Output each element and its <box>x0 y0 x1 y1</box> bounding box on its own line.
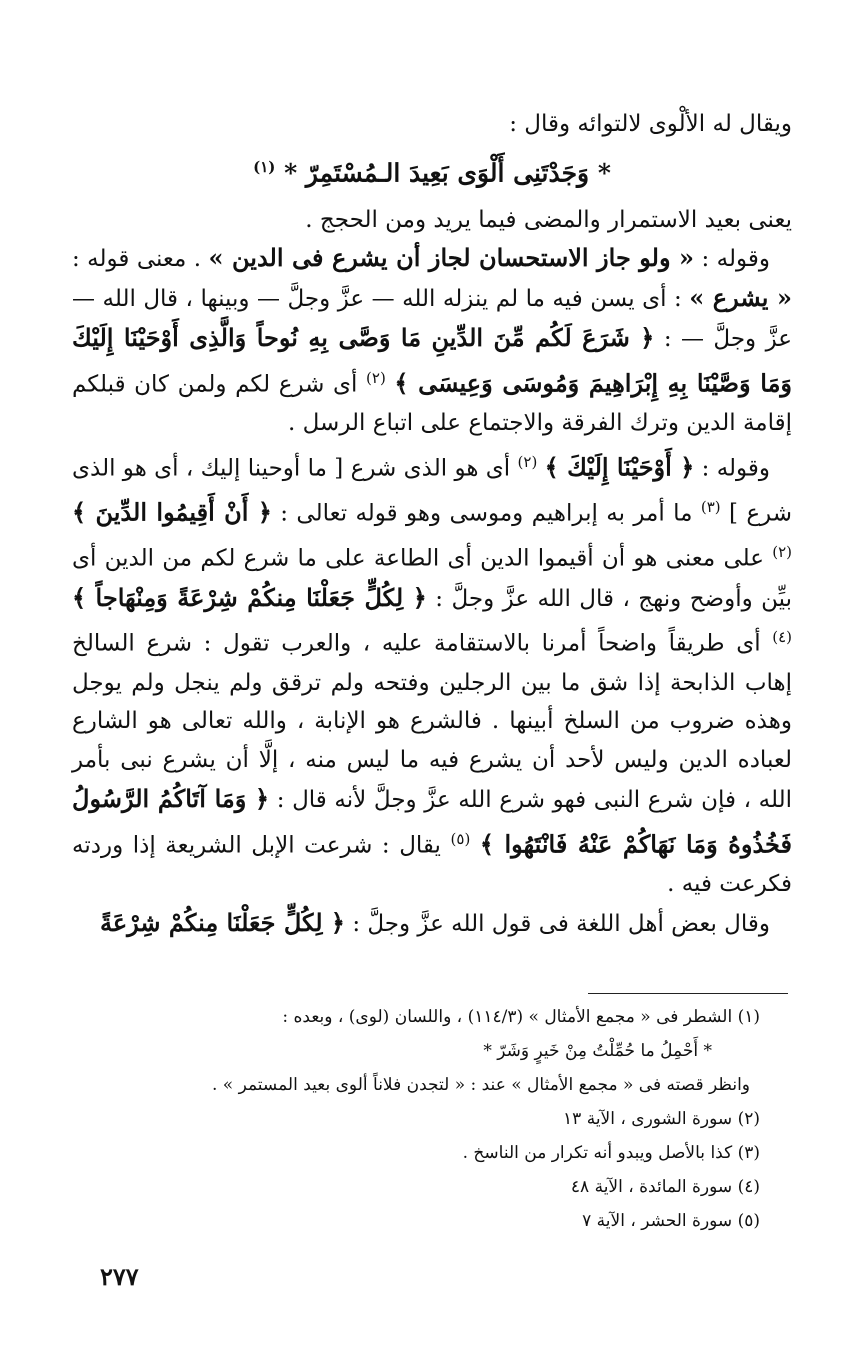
quran-verse: ﴿ شَرَعَ لَكُم مِّنَ الدِّينِ مَا وَصَّى بِهِ نُوحاً وَالَّذِى أَوْحَيْنَا إِلَيْكَ وَمَا وَصَّيْنَا بِهِ إِبْرَاهِيمَ وَمُوسَى وَعِيسَى ﴾ <box>72 322 793 398</box>
main-text <box>72 105 792 943</box>
footnote-ref[interactable]: (٢) <box>772 543 792 562</box>
footnote-ref[interactable]: (٤) <box>772 628 792 647</box>
footnote-ref[interactable]: (٢) <box>366 368 386 387</box>
quran-verse: ﴿ لِكُلٍّ جَعَلْنَا مِنكُمْ شِرْعَةً <box>99 907 345 937</box>
footnote-4: (٤) سورة المائدة ، الآية ٤٨ <box>570 1177 760 1197</box>
page-number: ٢٧٧ <box>100 1262 139 1291</box>
footnote-1: (١) الشطر فى « مجمع الأمثال » (١١٤/٣) ، واللسان (لوى) ، وبعده : <box>282 1007 760 1027</box>
paragraph-intro: ويقال له الألْوى لالتوائه وقال : <box>509 111 792 137</box>
footnote-divider <box>588 993 788 994</box>
footnote-ref[interactable]: (١) <box>253 157 276 176</box>
quoted-word: « يشرع » <box>689 283 792 313</box>
footnotes <box>120 1000 760 1238</box>
footnote-3: (٣) كذا بالأصل ويبدو أنه تكرار من الناسخ . <box>462 1143 760 1163</box>
paragraph-shara: وقوله : « ولو جاز الاستحسان لجاز أن يشرع فى الدين » . معنى قوله : « يشرع » : أى يسن فيه ما لم ينزله الله — عزَّ وجلَّ — وبينها ، قال الله — عزَّ وجلَّ — : ﴿ شَرَعَ لَكُم مِّنَ الدِّينِ مَا وَصَّى بِهِ نُوحاً وَالَّذِى أَوْحَيْنَا إِلَيْكَ وَمَا وَصَّيْنَا بِهِ إِبْرَاهِيمَ وَمُوسَى وَعِيسَى ﴾ $^{(٢)}$ أى شرع لكم ولمن كان قبلكم إقامة الدين وترك الفرقة والاجتماع على اتباع الرسل . <box>72 243 793 436</box>
quran-verse: ﴿ أَوْحَيْنَا إِلَيْكَ ﴾ <box>544 452 695 482</box>
footnote-ref[interactable]: (٢) <box>517 452 538 471</box>
paragraph-lugha: وقال بعض أهل اللغة فى قول الله عزَّ وجلَّ : ﴿ لِكُلٍّ جَعَلْنَا مِنكُمْ شِرْعَةً <box>99 907 770 937</box>
paragraph-explanation: يعنى بعيد الاستمرار والمضى فيما يريد ومن الحجج . <box>305 206 792 233</box>
footnote-2: (٢) سورة الشورى ، الآية ١٣ <box>563 1109 760 1129</box>
quran-verse: ﴿ وَمَا آتَاكُمُ الرَّسُولُ فَخُذُوهُ وَمَا نَهَاكُمْ عَنْهُ فَانْتَهُوا ﴾ <box>72 783 793 859</box>
quran-verse: ﴿ لِكُلٍّ جَعَلْنَا مِنكُمْ شِرْعَةً وَمِنْهَاجاً ﴾ <box>72 582 427 612</box>
quoted-phrase: « ولو جاز الاستحسان لجاز أن يشرع فى الدين » <box>208 243 695 273</box>
footnote-ref[interactable]: (٣) <box>700 497 721 516</box>
footnote-ref[interactable]: (٥) <box>450 829 471 848</box>
footnote-1-continued: وانظر قصته فى « مجمع الأمثال » عند : « لتجدن فلاناً ألوى بعيد المستمر » . <box>211 1075 750 1095</box>
footnote-5: (٥) سورة الحشر ، الآية ٧ <box>582 1211 760 1231</box>
paragraph-awhayna: وقوله : ﴿ أَوْحَيْنَا إِلَيْكَ ﴾ $^{(٢)}$ أى هو الذى شرع [ ما أوحينا إليك ، أى هو الذى شرع ] $^{(٣)}$ ما أمر به إبراهيم وموسى وهو قوله تعالى : ﴿ أَنْ أَقِيمُوا الدِّينَ ﴾ $^{(٢)}$ على معنى هو أن أقيموا الدين أى الطاعة على ما شرع لكم من الدين أى بيِّن وأوضح ونهج ، قال الله عزَّ وجلَّ : ﴿ لِكُلٍّ جَعَلْنَا مِنكُمْ شِرْعَةً وَمِنْهَاجاً ﴾ $^{(٤)}$ أى طريقاً واضحاً أمرنا بالاستقامة عليه ، والعرب تقول : شرع السالخ إهاب الذابحة إذا شق ما بين الرجلين وفتحه ولم ترقق ولم ينجل ولم يوجل وهذه ضروب من السلخ أبينها . فالشرع هو الإنابة ، والله تعالى هو الشارع لعباده الدين وليس لأحد أن يشرع فيه ما ليس منه ، إلَّا أن يشرع نبى بأمر الله ، فإن شرع النبى فهو شرع الله عزَّ وجلَّ لأنه قال : ﴿ وَمَا آتَاكُمُ الرَّسُولُ فَخُذُوهُ وَمَا نَهَاكُمْ عَنْهُ فَانْتَهُوا ﴾ $^{(٥)}$ يقال : شرعت الإبل الشريعة إذا وردته فكرعت فيه . <box>72 452 793 897</box>
footnote-1-verse: * أَحْمِلُ ما حُمِّلْتُ مِنْ خَيرٍ وَشَرّ * <box>483 1041 712 1061</box>
quran-verse: ﴿ أَنْ أَقِيمُوا الدِّينَ ﴾ <box>72 497 272 527</box>
poem-verse: * وَجَدْتَنِى أَلْوَى بَعِيدَ الـمُسْتَمِرّ * $^{(١)}$ <box>253 157 611 188</box>
